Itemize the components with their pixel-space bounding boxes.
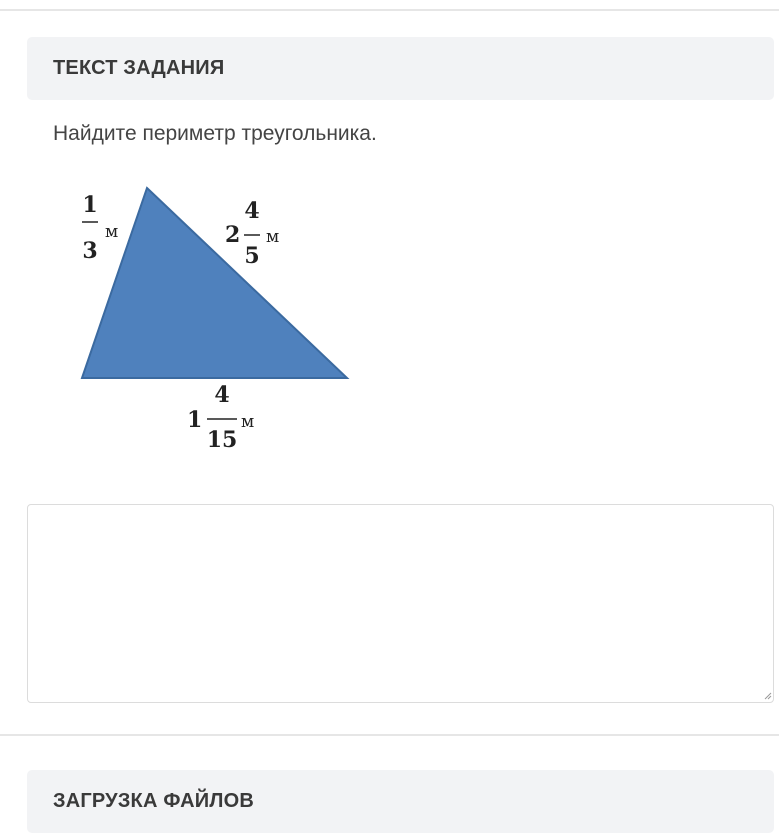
side-bottom-numerator: 4 <box>214 382 230 408</box>
upload-section-header <box>27 770 774 833</box>
side-right-numerator: 4 <box>244 198 260 224</box>
section-divider <box>0 734 779 736</box>
side-left-label <box>82 192 118 264</box>
side-bottom-label <box>187 382 254 453</box>
task-section-heading: ТЕКСТ ЗАДАНИЯ <box>53 57 225 79</box>
side-left-numerator: 1 <box>82 192 98 218</box>
side-left-unit: м <box>105 222 119 242</box>
triangle-shape <box>82 188 347 378</box>
task-section-header <box>27 37 774 100</box>
resize-grip-icon[interactable] <box>764 692 772 700</box>
upload-section-heading: ЗАГРУЗКА ФАЙЛОВ <box>53 790 254 812</box>
side-right-label <box>225 198 279 269</box>
task-question: Найдите периметр треугольника. <box>53 122 377 145</box>
side-right-unit: м <box>266 227 280 247</box>
side-right-whole: 2 <box>225 222 241 248</box>
side-bottom-unit: м <box>241 412 255 432</box>
side-bottom-whole: 1 <box>187 407 203 433</box>
side-bottom-denominator: 15 <box>206 427 238 453</box>
side-left-denominator: 3 <box>82 238 98 264</box>
triangle-figure <box>70 180 370 460</box>
triangle-diagram <box>70 180 370 460</box>
answer-input[interactable] <box>27 504 774 703</box>
side-right-denominator: 5 <box>244 243 260 269</box>
top-divider <box>0 9 779 11</box>
